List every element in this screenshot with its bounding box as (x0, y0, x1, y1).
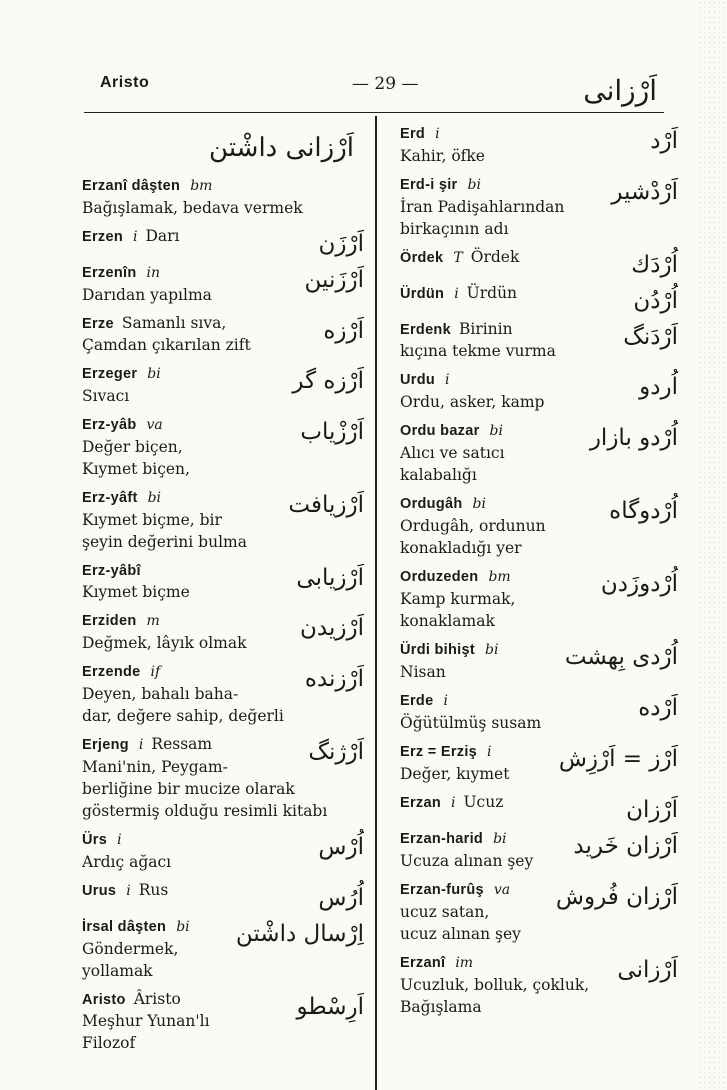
persian-script: اَرْزيابى (296, 565, 364, 591)
headword: Erd-i şir (400, 177, 458, 193)
persian-script: اَرْزه گر (292, 368, 364, 394)
entry-definition-line: Nisan (400, 663, 446, 681)
grammar-label: m (146, 613, 160, 629)
entry-headline (82, 312, 364, 334)
persian-script: اَرْزيافت (288, 492, 364, 518)
headword: Ördek (400, 250, 444, 266)
grammar-label: i (443, 693, 448, 709)
entry-definition-line: Kamp kurmak, (400, 590, 516, 608)
dictionary-entry (82, 988, 364, 1054)
dictionary-entry (82, 915, 364, 982)
headword: Erdenk (400, 322, 451, 338)
persian-script: اَرِسْطو (296, 994, 364, 1020)
dictionary-entry (82, 486, 364, 553)
dictionary-entry (82, 174, 364, 219)
persian-script: اُرْدُن (633, 288, 678, 314)
definition: Âristo (133, 990, 181, 1008)
definition: Samanlı sıva, (121, 314, 227, 332)
headword: Erz-yâbî (82, 563, 141, 579)
headword: Erz-yâft (82, 490, 138, 506)
dictionary-entry (400, 827, 678, 872)
entry-definition-line: Göndermek, (82, 940, 179, 958)
dictionary-entry (400, 368, 678, 413)
grammar-label: i (133, 229, 138, 245)
grammar-label: i (451, 795, 456, 811)
entry-definition-line: Ucuza alınan şey (400, 852, 534, 870)
entry-definition-line: Ordu, asker, kamp (400, 393, 545, 411)
dictionary-entry (400, 951, 678, 1018)
headword: Erzeger (82, 366, 138, 382)
dictionary-entry (400, 878, 678, 945)
grammar-label: bi (147, 366, 161, 382)
headword: Erzen (82, 229, 123, 245)
entry-headline (400, 282, 672, 305)
persian-script: اَرْزانى (617, 957, 678, 983)
persian-script: اَرْژنگ (308, 739, 364, 765)
headword: Ürs (82, 832, 108, 848)
dictionary-entry (400, 492, 678, 559)
persian-script: اَرْز = اَرْزِش (558, 746, 678, 772)
headword: Erzan (400, 795, 441, 811)
entry-definition-line: berliğine bir mucize olarak (82, 780, 295, 798)
left-column (82, 122, 364, 1060)
entry-headline (400, 368, 672, 391)
entry-definition-line: Meşhur Yunan'lı (82, 1012, 210, 1030)
grammar-label: if (150, 664, 161, 680)
dictionary-entry (82, 879, 364, 909)
grammar-label: i (126, 883, 131, 899)
dictionary-entry (400, 419, 678, 486)
section-title: اَرْزانى داشْتن (209, 133, 354, 163)
grammar-label: bi (489, 423, 503, 439)
definition: Ördek (470, 248, 520, 266)
grammar-label: bm (488, 569, 511, 585)
entry-definition-line: İran Padişahlarından (400, 198, 565, 216)
entry-definition-line: Çamdan çıkarılan zift (82, 336, 251, 354)
entry-definition-line: kalabalığı (400, 466, 477, 484)
dictionary-entry (82, 828, 364, 873)
entry-definition-line: Sıvacı (82, 387, 130, 405)
dictionary-entry (82, 312, 364, 356)
grammar-label: i (445, 372, 450, 388)
headword: Erz = Erziş (400, 744, 478, 760)
headword: Urus (82, 883, 117, 899)
right-column (400, 122, 678, 1024)
headword: Erzanî (400, 955, 446, 971)
dictionary-entry (82, 362, 364, 407)
entry-definition-line: Bağışlama (400, 998, 482, 1016)
persian-script: اَرْدَنگ (623, 324, 678, 350)
entry-definition-line: Değer biçen, (82, 438, 183, 456)
entry-definition-line: şeyin değerini bulma (82, 533, 247, 551)
entry-definition-line: Ordugâh, ordunun (400, 517, 546, 535)
entry-definition-line: Değer, kıymet (400, 765, 510, 783)
persian-script: اُرْدوزَدن (600, 571, 678, 597)
persian-script: اَرْدْشير (611, 179, 678, 205)
entry-definition-line: Ardıç ağacı (82, 853, 172, 871)
header-rule (84, 112, 664, 113)
persian-script: اَرْزَن (318, 231, 364, 257)
persian-script: اَرْزه (323, 318, 364, 344)
dictionary-entry (82, 413, 364, 480)
persian-script: اَرْزان خَريد (573, 833, 678, 859)
grammar-label: i (454, 286, 459, 302)
headword: Erze (82, 316, 114, 332)
definition: Rus (138, 881, 169, 899)
definition: Darı (145, 227, 180, 245)
headword: Orduzeden (400, 569, 479, 585)
headword: Ürdi bihişt (400, 642, 475, 658)
page-header (0, 0, 727, 118)
dictionary-entry (400, 689, 678, 734)
dictionary-entry (82, 733, 364, 822)
persian-script: اَرْزنده (304, 666, 364, 692)
grammar-label: in (146, 265, 160, 281)
definition: Ressam (151, 735, 213, 753)
grammar-label: i (435, 126, 440, 142)
persian-script: اَرْزان (626, 797, 678, 823)
entry-definition-line: birkaçının adı (400, 220, 509, 238)
headword: Erjeng (82, 737, 129, 753)
dictionary-entry (400, 246, 678, 278)
dictionary-entry (82, 225, 364, 255)
persian-script: اَرْزان فُروش (555, 884, 678, 910)
entry-definition-line: Bağışlamak, bedava vermek (82, 199, 303, 217)
headword: Aristo (82, 992, 126, 1008)
dictionary-entry (82, 559, 364, 603)
headword: Urdu (400, 372, 436, 388)
persian-script: اَرْزَنين (304, 267, 364, 293)
persian-script: اُرُس (318, 885, 364, 911)
dictionary-entry (82, 261, 364, 306)
grammar-label: im (455, 955, 474, 971)
column-divider (375, 116, 377, 1090)
grammar-label: va (146, 417, 163, 433)
entry-definition-line: dar, değere sahip, değerli (82, 707, 284, 725)
dictionary-entry (82, 660, 364, 727)
running-head-left: Aristo (100, 74, 150, 91)
entry-definition-line: göstermiş olduğu resimli kitabı (82, 802, 328, 820)
headword: Erzende (82, 664, 141, 680)
headword: Erzan-harid (400, 831, 484, 847)
entry-definition-line: Deyen, bahalı baha- (82, 685, 239, 703)
headword: Ordu bazar (400, 423, 480, 439)
headword: Erzan-furûş (400, 882, 484, 898)
left-entry-list (82, 174, 364, 1054)
persian-script: اُردو (639, 374, 678, 400)
dictionary-entry (400, 282, 678, 314)
page-edge-texture (697, 0, 727, 1090)
persian-script: اُرْدو بازار (589, 425, 678, 451)
running-head-right: اَرْزانى (583, 74, 657, 107)
grammar-label: bi (472, 496, 486, 512)
entry-definition-line: yollamak (82, 962, 153, 980)
persian-script: اَرْزْياب (300, 419, 364, 445)
headword: Erzenîn (82, 265, 137, 281)
entry-definition-line: Kıymet biçme, bir (82, 511, 222, 529)
dictionary-entry (400, 122, 678, 167)
grammar-label: va (493, 882, 511, 898)
entry-definition-line: Kıymet biçen, (82, 460, 190, 478)
persian-script: اِرْسال داشْتن (235, 921, 364, 947)
entry-definition-line: Darıdan yapılma (82, 286, 212, 304)
headword: Erd (400, 126, 426, 142)
entry-definition-line: Kıymet biçme (82, 583, 190, 601)
dictionary-entry (400, 791, 678, 823)
persian-script: اَرْد (650, 128, 678, 154)
grammar-label: bi (147, 490, 162, 506)
dictionary-entry (400, 565, 678, 632)
persian-script: اُرْس (318, 834, 364, 860)
grammar-label: i (138, 737, 144, 753)
dictionary-entry (400, 173, 678, 240)
grammar-label: T (453, 250, 463, 266)
persian-script: اَرْزيدن (300, 615, 364, 641)
headword: Erziden (82, 613, 137, 629)
headword: Ürdün (400, 286, 445, 302)
persian-script: اُرْدَك (631, 252, 678, 278)
grammar-label: i (487, 744, 492, 760)
entry-headline (400, 689, 672, 712)
page-number: — 29 — (352, 74, 419, 94)
grammar-label: bi (493, 831, 507, 847)
persian-script: اَرْده (638, 695, 678, 721)
entry-headline (400, 122, 672, 145)
headword: İrsal dâşten (82, 919, 167, 935)
entry-definition-line: Öğütülmüş susam (400, 714, 542, 732)
grammar-label: bi (467, 177, 481, 193)
headword: Erde (400, 693, 434, 709)
persian-script: اُرْدى بِهشت (564, 644, 678, 670)
headword: Erzanî dâşten (82, 178, 181, 194)
entry-definition-line: kıçına tekme vurma (400, 342, 556, 360)
dictionary-entry (82, 609, 364, 654)
entry-definition-line: Filozof (82, 1034, 136, 1052)
entry-headline (82, 174, 364, 197)
entry-definition-line: konaklamak (400, 612, 495, 630)
dictionary-entry (400, 318, 678, 362)
entry-definition-line: konakladığı yer (400, 539, 522, 557)
definition: Ucuz (463, 793, 504, 811)
entry-definition-line: ucuz satan, (400, 903, 490, 921)
persian-script: اُرْدوگاه (609, 498, 678, 524)
grammar-label: bm (190, 178, 213, 194)
dictionary-entry (400, 740, 678, 785)
entry-definition-line: ucuz alınan şey (400, 925, 521, 943)
entry-definition-line: Kahir, öfke (400, 147, 485, 165)
grammar-label: bi (485, 642, 499, 658)
grammar-label: i (117, 832, 122, 848)
right-entry-list (400, 122, 678, 1018)
entry-definition-line: Mani'nin, Peygam- (82, 758, 228, 776)
headword: Erz-yâb (82, 417, 137, 433)
definition: Birinin (458, 320, 513, 338)
definition: Ürdün (466, 284, 518, 302)
entry-definition-line: Ucuzluk, bolluk, çokluk, (400, 976, 590, 994)
headword: Ordugâh (400, 496, 463, 512)
entry-definition-line: Değmek, lâyık olmak (82, 634, 247, 652)
grammar-label: bi (176, 919, 190, 935)
dictionary-entry (400, 638, 678, 683)
entry-definition-line: Alıcı ve satıcı (400, 444, 505, 462)
